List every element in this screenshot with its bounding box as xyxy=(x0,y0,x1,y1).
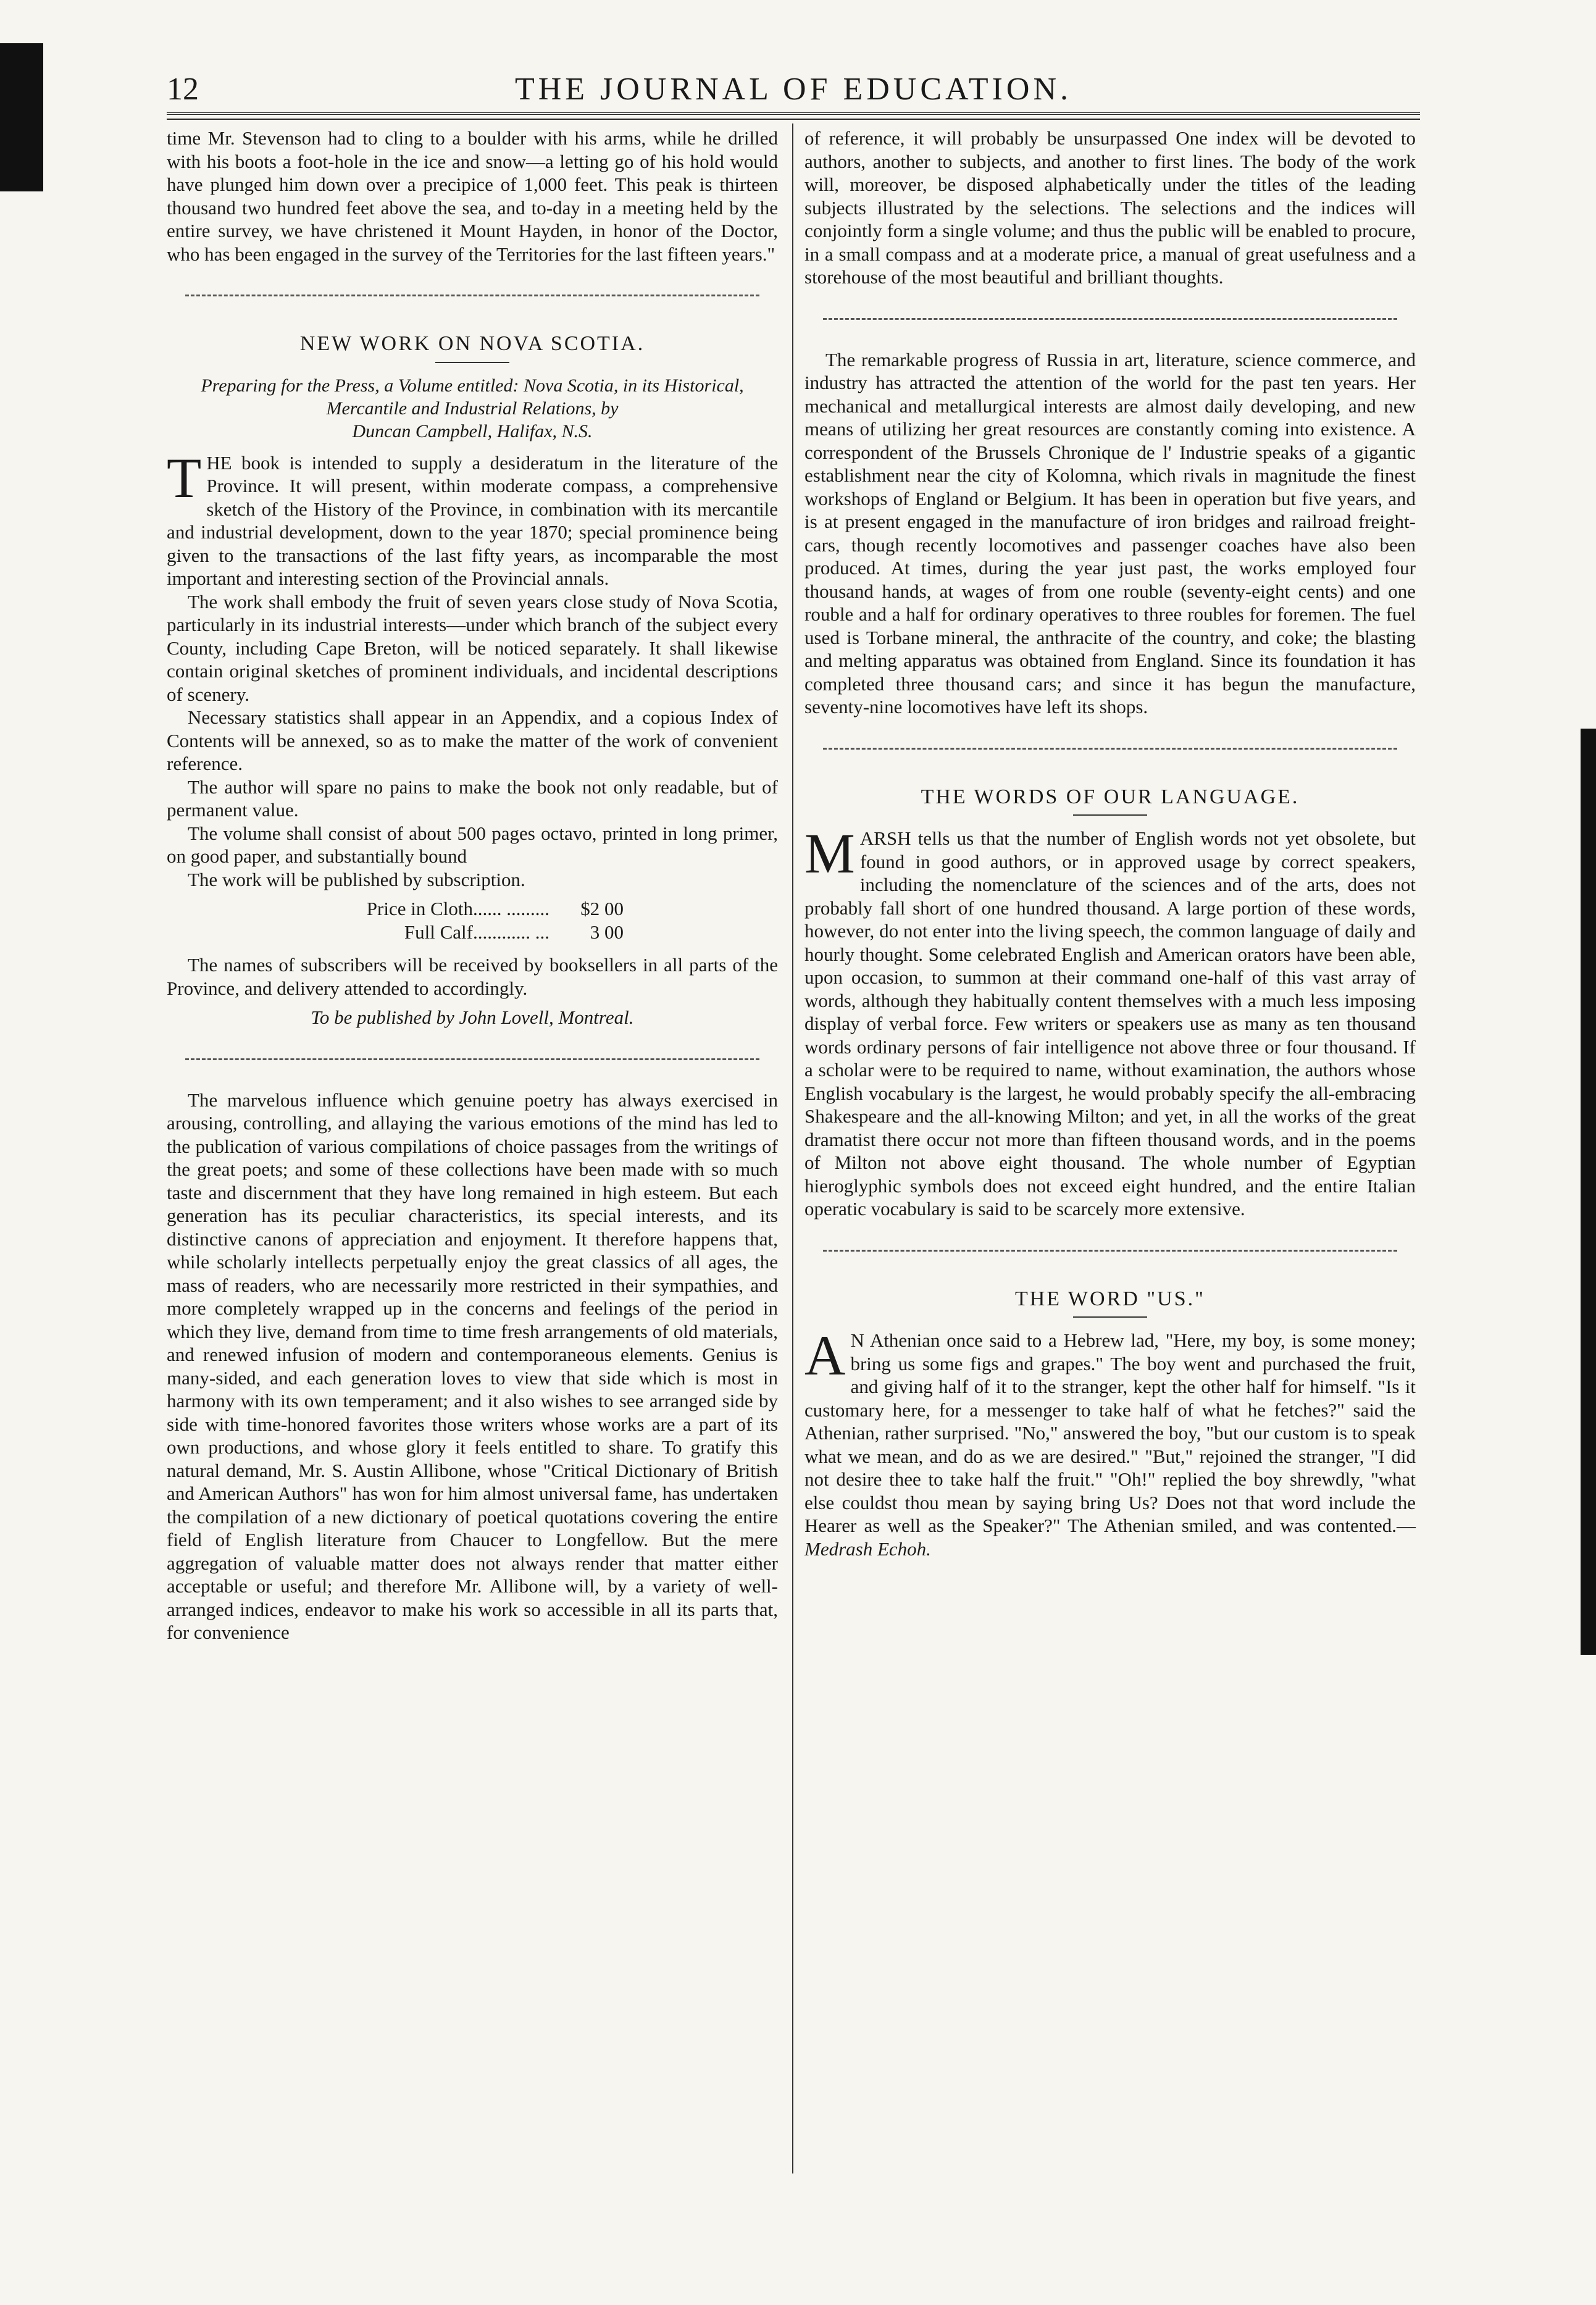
article-paragraph: The work will be published by subscription. xyxy=(188,868,525,890)
publisher-line: To be published by John Lovell, Montreal. xyxy=(311,1006,634,1028)
article-paragraph: The volume shall consist of about 500 pages octavo, printed in long primer, on good paper, and substantially bound xyxy=(167,822,778,867)
title-rule xyxy=(1073,814,1147,816)
section-separator xyxy=(804,1238,1416,1263)
subscribers-note: The names of subscribers will be received by booksellers in all parts of the Province, and delivery attended to accordingly. xyxy=(167,954,778,999)
section-separator xyxy=(167,1047,778,1071)
scan-edge-mark-right xyxy=(1581,729,1596,1655)
article-paragraph: A N Athenian once said to a Hebrew lad, "Here, my boy, is some money; bring us some figs and grapes." The boy went and purchased the fruit, and giving half of it to the stranger, kept the other half for himself. "Is it customary here, for a messenger to take half of what he fetches?" said the Athenian, rather surprised. "No," answered the boy, "but our custom is to speak what we mean, and do as we are desired." "But," rejoined the stranger, "I did not desire thee to take half the fruit." "Oh!" replied the boy shrewdly, "what else couldst thou mean by saying bring Us? Does not that word include the Hearer as well as the Speaker?" The Athenian smiled, and was contented.— Medrash Echoh. xyxy=(804,1324,1416,1560)
price-label: Full Calf............ ... xyxy=(404,921,549,943)
drop-cap: M xyxy=(804,822,855,885)
header-rule xyxy=(167,112,1420,120)
scan-edge-mark xyxy=(0,43,43,191)
continued-paragraph: of reference, it will probably be unsurpassed One index will be devoted to authors, another to subjects, and another to first lines. The body of the work will, moreover, be disposed alphabetically under the titles of the leading subjects illustrated by the selections. The selections and the indices will conjointly form a single volume; and thus the public will be enabled to procure, in a small compass and at a moderate price, a manual of great usefulness and a storehouse of the most beautiful and brilliant thoughts. xyxy=(804,127,1416,288)
right-column xyxy=(804,127,1416,1560)
price-row xyxy=(290,897,778,921)
article-paragraph: The work shall embody the fruit of seven years close study of Nova Scotia, particularly in its industrial interests—under which branch of the subject every County, including Cape Breton, will be noticed separately. It shall likewise contain original sketches of prominent individuals, and incidental descriptions of scenery. xyxy=(167,590,778,705)
allibone-paragraph: The marvelous influence which genuine poetry has always exercised in arousing, controlling, and allaying the various emotions of the mind has led to the publication of various compilations of choice passages from the writings of the great poets; and some of these collections have been made with so much taste and discernment that they have long remained in high esteem. But each generation has its peculiar characteristics, its special interests, and its distinctive canons of appreciation and enjoyment. It therefore happens that, while scholarly intellects perpetually enjoy the great classics of all ages, the mass of readers, who are necessarily more restricted in their sympathies, and more completely wrapped up in the concerns and feelings of the period in which they live, demand from time to time fresh arrangements of old materials, and renewed infusion of modern and contemporaneous elements. Genius is many-sided, and each generation loves to view that side which is most in harmony with its own temperament; and it also wishes to see arranged side by side with time-honored favorites those writers whose works are a part of its own productions, and whose glory it feels entitled to share. To gratify this natural demand, Mr. S. Austin Allibone, whose "Critical Dictionary of British and American Authors" has won for him almost universal fame, has undertaken the compilation of a new dictionary of poetical quotations covering the entire field of English literature from Chaucer to Longfellow. But the mere aggregation of valuable matter does not always render that matter either acceptable or useful; and therefore Mr. Allibone will, by a variety of well-arranged indices, endeavor to make his work so accessible in all its parts that, for convenience xyxy=(167,1089,778,1643)
column-divider xyxy=(792,123,793,2173)
price-value: $2 00 xyxy=(580,898,624,919)
article-title-us: THE WORD "US." xyxy=(1014,1287,1206,1310)
article-paragraph: Necessary statistics shall appear in an Appendix, and a copious Index of Contents will be annexed, so as to make the matter of the work of convenient reference. xyxy=(167,706,778,774)
title-rule xyxy=(435,362,509,363)
page-header xyxy=(167,71,1420,114)
journal-title: THE JOURNAL OF EDUCATION. xyxy=(514,72,1072,107)
drop-cap: A xyxy=(804,1324,846,1387)
section-separator xyxy=(167,283,778,307)
russia-paragraph: The remarkable progress of Russia in art, literature, science commerce, and industry has attracted the attention of the world for the past ten years. Her mechanical and metallurgical interests are almost daily developing, and new means of utilizing her great resources are constantly coming into existence. A correspondent of the Brussels Chronique de l' Industrie speaks of a gigantic establishment near the city of Kolomna, which rivals in magnitude the finest workshops of England or Belgium. It has been in operation but five years, and is at present engaged in the manufacture of iron bridges and railroad freight-cars, though recently locomotives and passenger coaches have also been produced. At times, during the year just past, the works employed four thousand hands, at wages of from one rouble (seventy-eight cents) and one rouble and a half for ordinary operatives to three roubles for foremen. The fuel used is Torbane mineral, the anthracite of the country, and coke; the blasting and melting apparatus was obtained from England. Since its foundation it has completed three thousand cars; and since it has begun the manufacture, seventy-nine locomotives have left its shops. xyxy=(804,348,1416,717)
price-label: Price in Cloth...... ......... xyxy=(366,898,549,919)
article-author: Duncan Campbell, Halifax, N.S. xyxy=(352,420,593,441)
drop-cap: T xyxy=(167,446,202,509)
price-table xyxy=(290,897,778,943)
section-separator xyxy=(804,306,1416,331)
article-title-nova-scotia: NEW WORK ON NOVA SCOTIA. xyxy=(299,332,645,355)
price-value: 3 00 xyxy=(590,921,624,943)
article-paragraph: THE book is intended to supply a desideratum in the literature of the Province. It will present, within moderate compass, a comprehensive sketch of the History of the Province, in combination with its mercantile and industrial development, down to the year 1870; special prominence being given to the transactions of the last fifty years, as incomparable the most important and interesting section of the Provincial annals. xyxy=(167,446,778,589)
left-column xyxy=(167,127,778,1644)
article-subtitle: Preparing for the Press, a Volume entitled: Nova Scotia, in its Historical, Mercantile and Industrial Relations, by Duncan Campbell, Halifax, N.S. xyxy=(201,375,744,441)
article-paragraph: The author will spare no pains to make the book not only readable, but of permanent value. xyxy=(167,776,778,821)
price-row xyxy=(290,921,778,944)
continued-paragraph: time Mr. Stevenson had to cling to a boulder with his arms, while he drilled with his boots a foot-hole in the ice and snow—a letting go of his hold would have plunged him down over a precipice of 1,000 feet. This peak is thirteen thousand two hundred feet above the sea, and to-day in a meeting held by the entire survey, we have christened it Mount Hayden, in honor of the Doctor, who has been engaged in the survey of the Territories for the last fifteen years." xyxy=(167,127,778,265)
section-separator xyxy=(804,736,1416,761)
article-title-words: THE WORDS OF OUR LANGUAGE. xyxy=(921,785,1300,808)
article-paragraph: MARSH tells us that the number of English words not yet obsolete, but found in good authors, or in approved usage by correct speakers, including the nomenclature of the sciences and of the arts, does not probably fall short of one hundred thousand. A large portion of these words, however, do not enter into the living speech, the common language of daily and hourly thought. Some celebrated English and American orators have been able, upon occasion, to summon at their command one-half of this vast array of words, although they habitually content themselves with a much less imposing display of verbal force. Few writers or speakers use as many as ten thousand words ordinary persons of fair intelligence not above three or four thousand. If a scholar were to be required to name, without examination, the authors whose English vocabulary is the largest, he would probably specify the all-embracing Shakespeare and the all-knowing Milton; and yet, in all the works of the great dramatist there occur not more than fifteen thousand words, and in the poems of Milton not above eight thousand. The whole number of Egyptian hieroglyphic symbols does not exceed eight hundred, and the entire Italian operatic vocabulary is said to be scarcely more extensive. xyxy=(804,822,1416,1219)
article-source: Medrash Echoh. xyxy=(804,1537,931,1560)
page-number: 12 xyxy=(167,72,199,107)
title-rule xyxy=(1073,1316,1147,1318)
